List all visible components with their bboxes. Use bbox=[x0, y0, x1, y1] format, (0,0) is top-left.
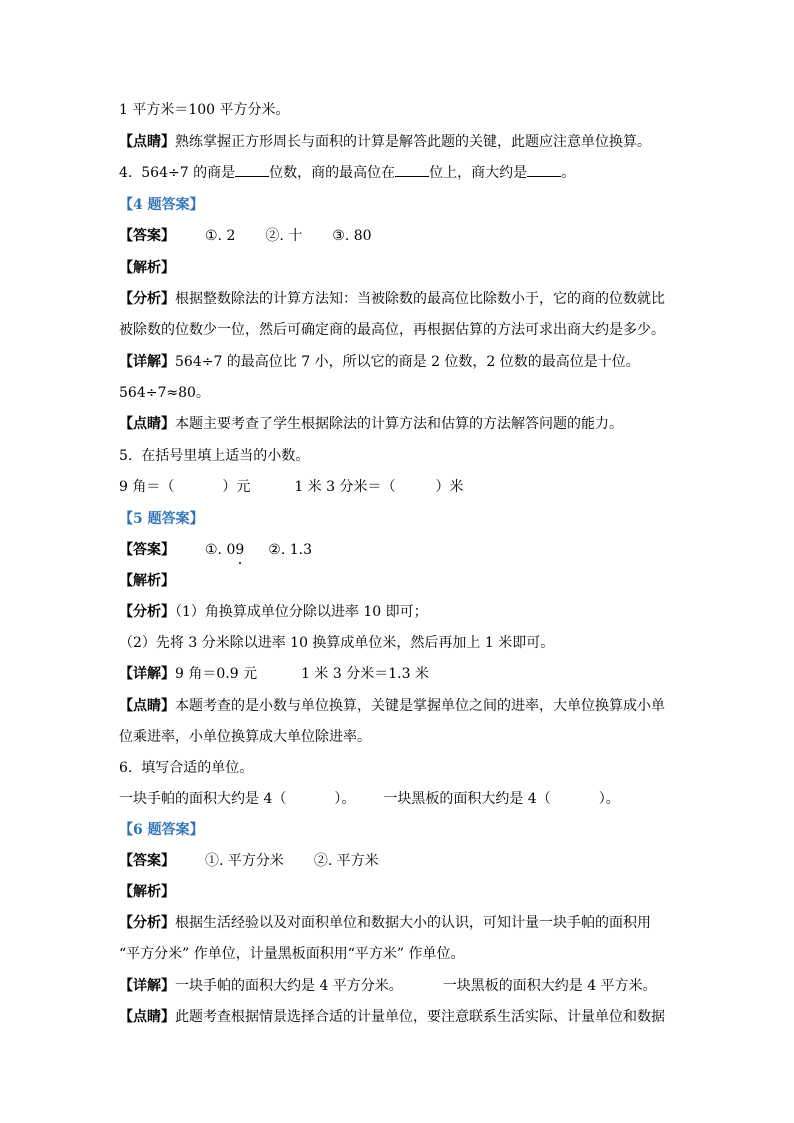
answer-blank bbox=[527, 164, 561, 177]
q5-dianjing-line-2: 位乘进率，小单位换算成大单位除进率。 bbox=[119, 729, 371, 745]
q4-dianjing-line: 【点睛】本题主要考查了学生根据除法的计算方法和估算的方法解答问题的能力。 bbox=[119, 416, 623, 432]
question-4: 4. 564÷7 的商是 位数，商的最高位在 位上，商大约是 。 bbox=[119, 165, 576, 181]
q5-dianjing-line-1: 【点睛】本题考查的是小数与单位换算，关键是掌握单位之间的进率，大单位换算成小单 bbox=[119, 698, 665, 714]
q6-xiangjie-line: 【详解】一块手帕的面积大约是 4 平方分米。 一块黑板的面积大约是 4 平方米。 bbox=[119, 978, 657, 994]
q4-xiangjie-line-1: 【详解】564÷7 的最高位比 7 小，所以它的商是 2 位数，2 位数的最高位是十位。 bbox=[119, 354, 640, 370]
q4-xiangjie-line-2: 564÷7≈80。 bbox=[119, 385, 210, 401]
dianjing-line: 【点睛】熟练掌握正方形周长与面积的计算是解答此题的关键，此题应注意单位换算。 bbox=[119, 134, 651, 150]
question-6: 6. 填写合适的单位。 bbox=[119, 760, 254, 776]
q5-answer-line: 【答案】 ①. 09 ②. 1.3 bbox=[119, 542, 312, 558]
jiexi-heading: 【解析】 bbox=[119, 260, 175, 276]
q6-answer-header: 【6 题答案】 bbox=[119, 822, 204, 838]
q5-xiangjie-line: 【详解】9 角＝0.9 元 1 米 3 分米＝1.3 米 bbox=[119, 666, 429, 682]
q4-fenxi-line-1: 【分析】根据整数除法的计算方法知：当被除数的最高位比除数小于，它的商的位数就比 bbox=[119, 291, 665, 307]
repeating-decimal-digit: 9 bbox=[235, 542, 245, 558]
dianjing-tag: 【点睛】 bbox=[119, 134, 175, 150]
question-5: 5. 在括号里填上适当的小数。 bbox=[119, 448, 310, 464]
q6-dianjing-line: 【点睛】此题考查根据情景选择合适的计量单位，要注意联系生活实际、计量单位和数据 bbox=[119, 1009, 665, 1025]
text-line: 1 平方米＝100 平方分米。 bbox=[119, 102, 290, 118]
q4-fenxi-line-2: 被除数的位数少一位，然后可确定商的最高位，再根据估算的方法可求出商大约是多少。 bbox=[119, 322, 665, 338]
jiexi-heading: 【解析】 bbox=[119, 884, 175, 900]
q6-answer-line: 【答案】 ①. 平方分米 ②. 平方米 bbox=[119, 853, 379, 869]
q4-answer-line: 【答案】 ①. 2 ②. 十 ③. 80 bbox=[119, 228, 372, 244]
q6-fenxi-line-1: 【分析】根据生活经验以及对面积单位和数据大小的认识，可知计量一块手帕的面积用 bbox=[119, 915, 651, 931]
jiexi-heading: 【解析】 bbox=[119, 573, 175, 589]
answer-blank bbox=[235, 164, 269, 177]
q5-answer-header: 【5 题答案】 bbox=[119, 511, 204, 527]
question-5-items: 9 角＝（ ）元 1 米 3 分米＝（ ）米 bbox=[119, 479, 464, 495]
q4-answer-header: 【4 题答案】 bbox=[119, 197, 204, 213]
question-6-items: 一块手帕的面积大约是 4（ ）。 一块黑板的面积大约是 4（ ）。 bbox=[119, 791, 620, 807]
answer-blank bbox=[395, 164, 429, 177]
q6-fenxi-line-2: “平方分米” 作单位，计量黑板面积用“平方米” 作单位。 bbox=[119, 946, 465, 962]
q5-fenxi-line-1: 【分析】（1）角换算成单位分除以进率 10 即可； bbox=[119, 604, 428, 620]
q5-fenxi-line-2: （2）先将 3 分米除以进率 10 换算成单位米，然后再加上 1 米即可。 bbox=[119, 635, 555, 651]
